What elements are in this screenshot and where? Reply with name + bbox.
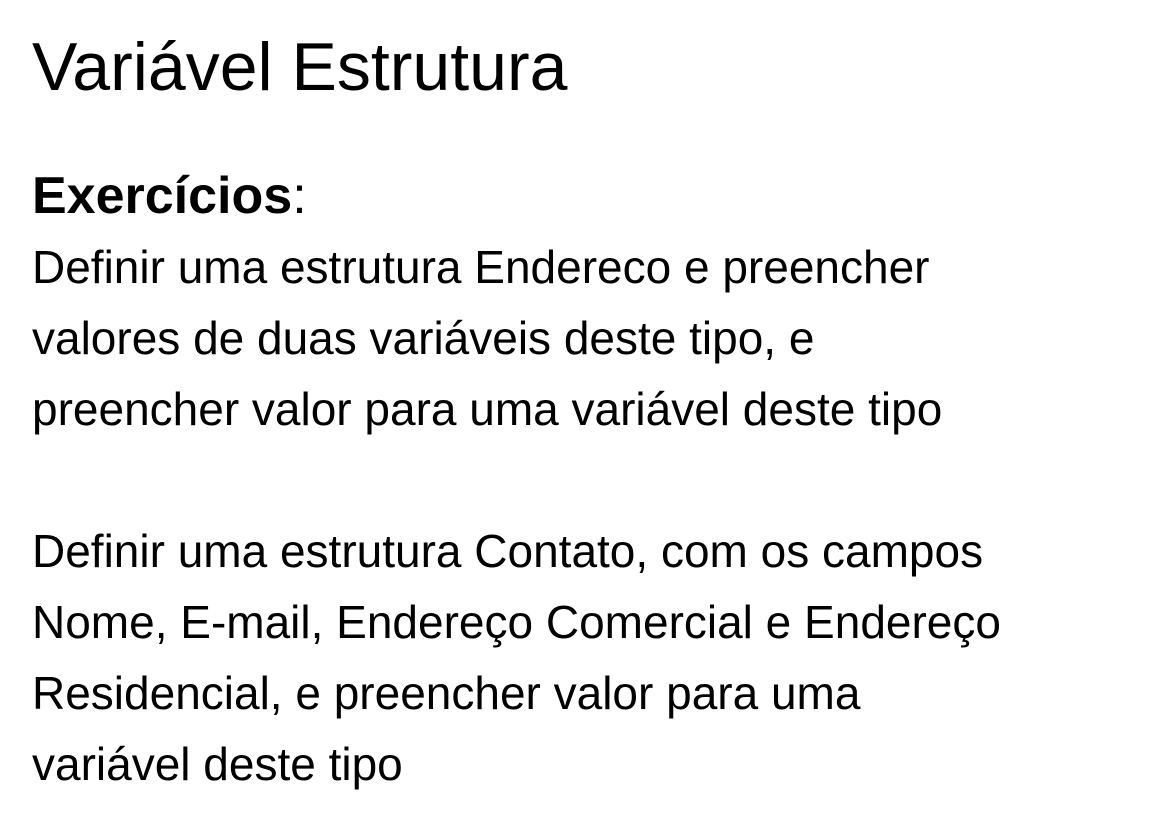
slide-title: Variável Estrutura — [32, 29, 568, 105]
exercise-1-line: preencher valor para uma variável deste tipo — [32, 383, 943, 435]
slide-content — [32, 160, 1142, 800]
paragraph-spacer — [32, 445, 1142, 516]
exercise-2-line: Nome, E-mail, Endereço Comercial e Endereço — [32, 596, 1001, 648]
exercises-heading — [32, 160, 1142, 232]
exercise-2-text — [32, 516, 1142, 800]
exercises-heading-label: Exercícios — [32, 167, 293, 225]
exercise-1-line: valores de duas variáveis deste tipo, e — [32, 312, 815, 364]
exercise-1-line: Definir uma estrutura Endereco e preencher — [32, 241, 930, 293]
exercises-heading-colon: : — [292, 167, 307, 225]
exercise-2-line: Definir uma estrutura Contato, com os campos — [32, 525, 984, 577]
exercise-2-line: variável deste tipo — [32, 738, 403, 790]
exercise-1-text — [32, 232, 1142, 445]
exercise-2-line: Residencial, e preencher valor para uma — [32, 667, 861, 719]
